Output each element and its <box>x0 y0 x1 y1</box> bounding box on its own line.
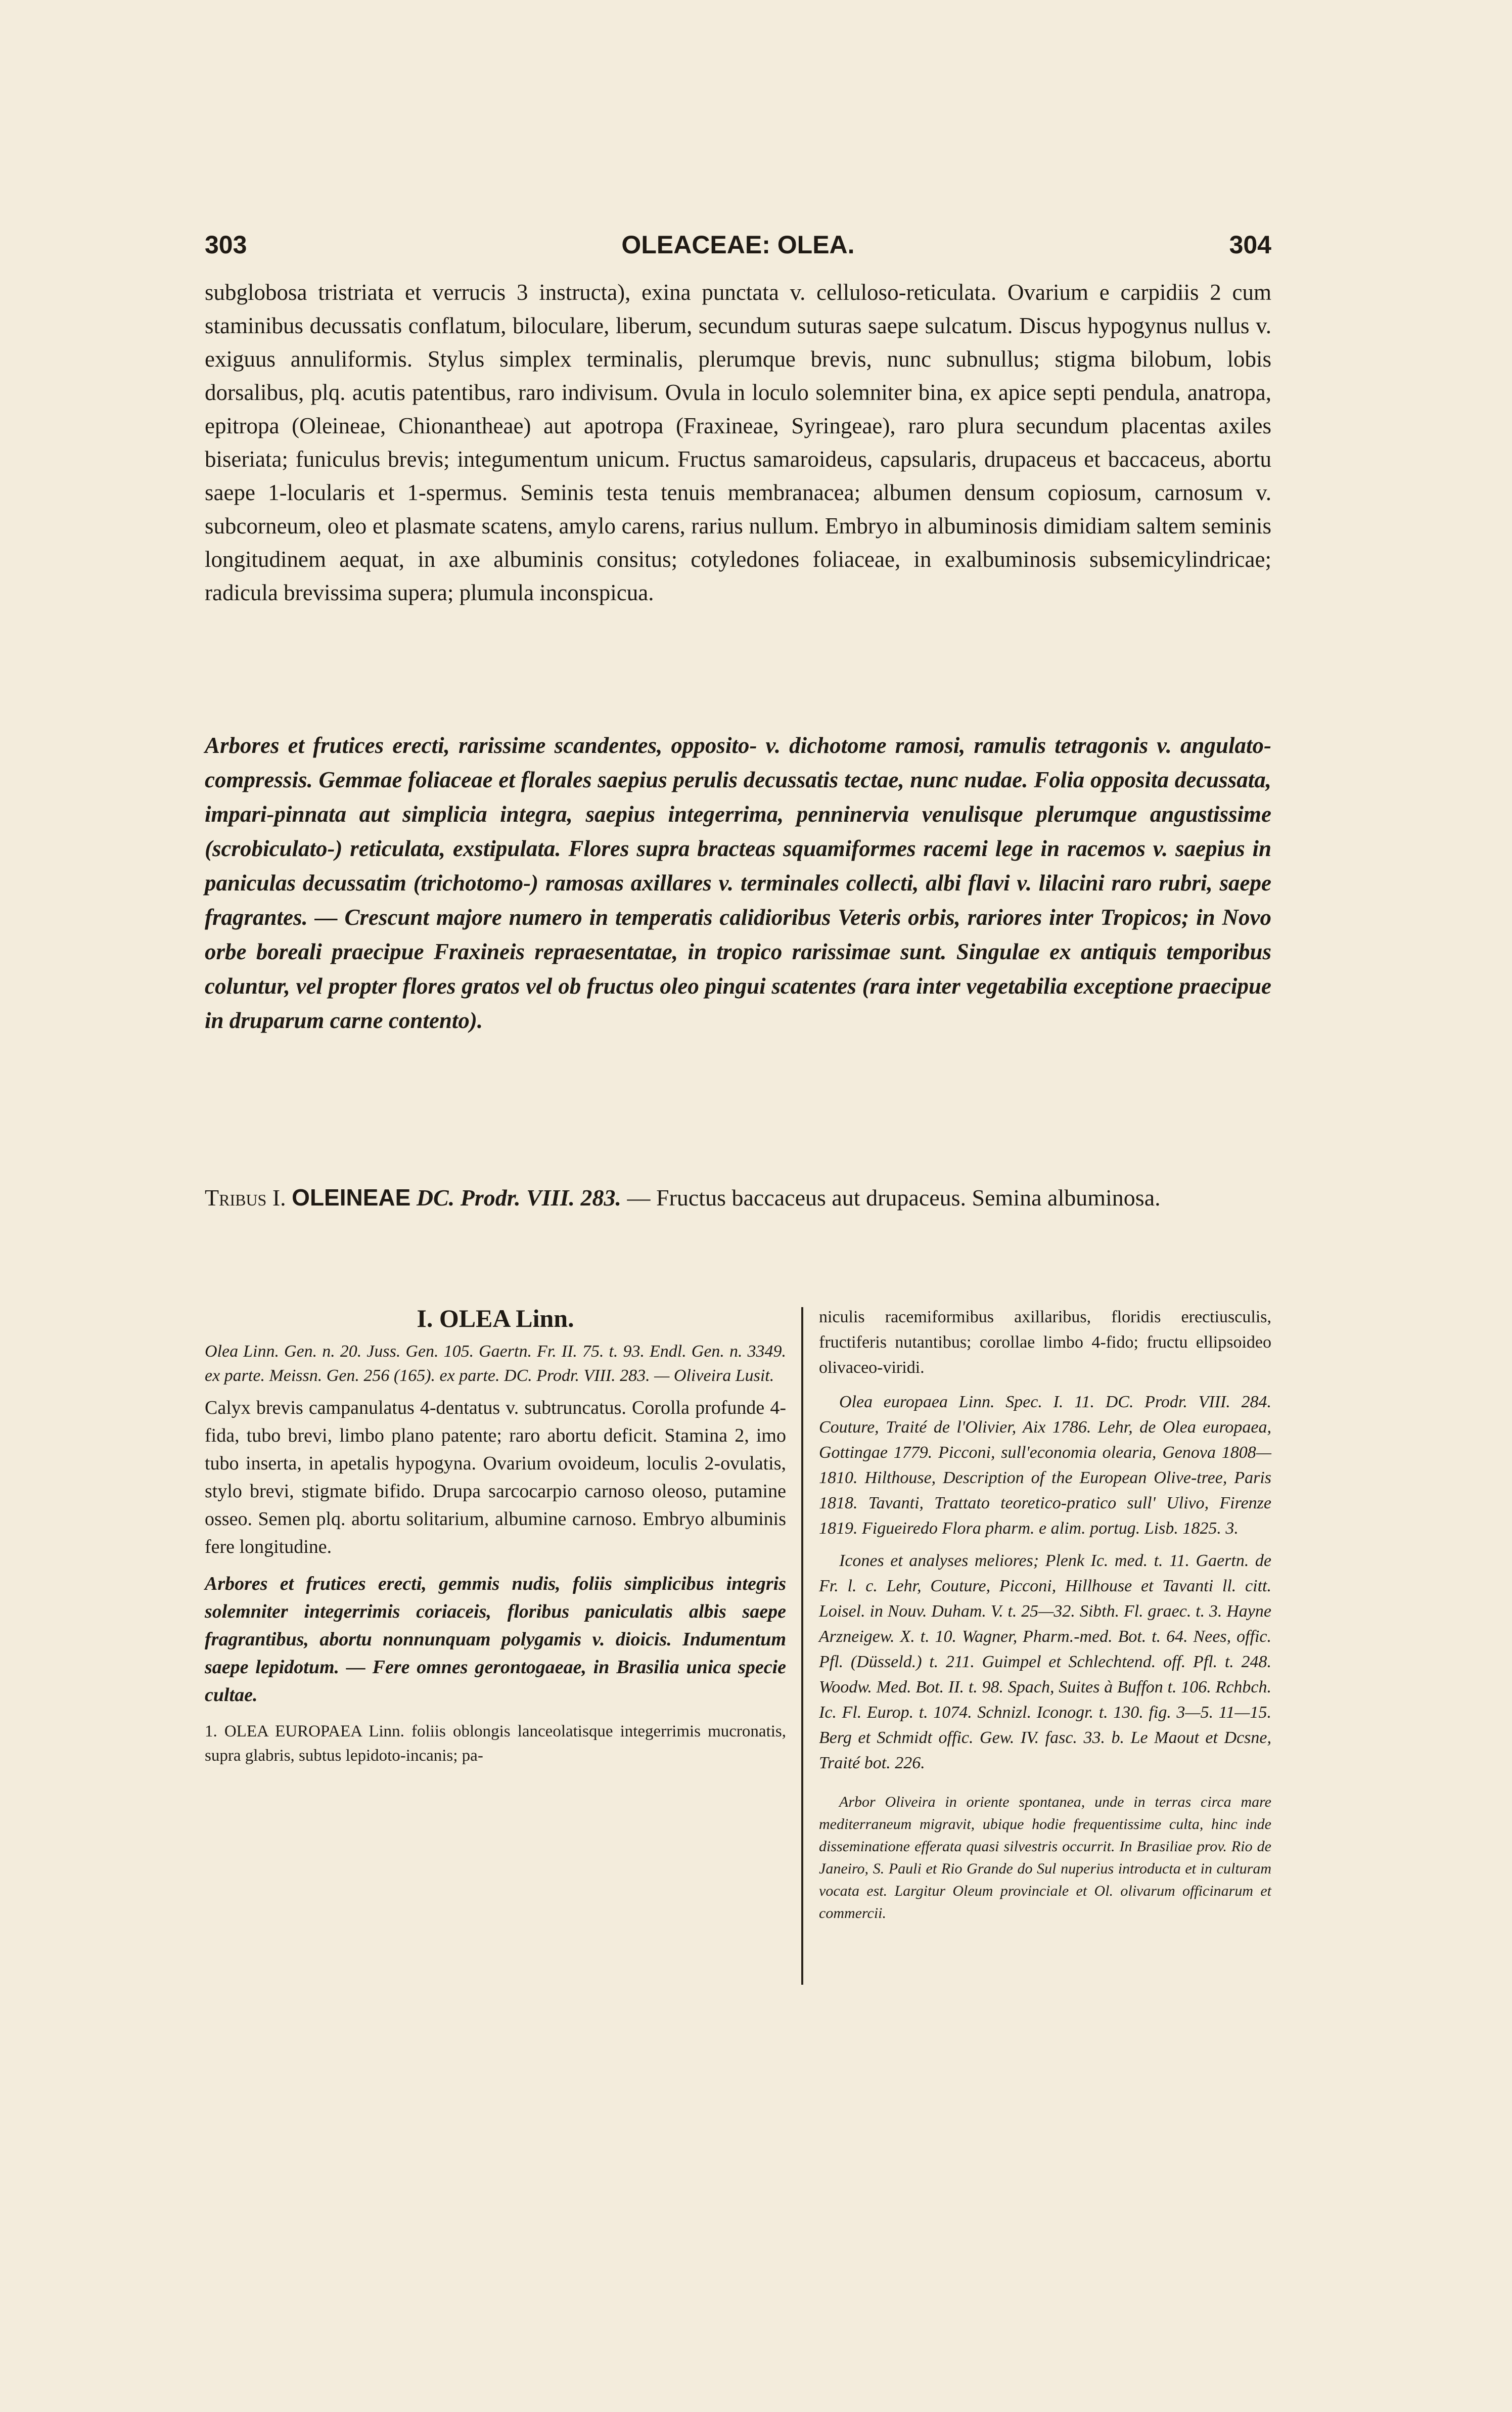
genus-habit-note: Arbores et frutices erecti, gemmis nudis, foliis simplicibus integris solemniter integerrimis coriaceis, floribus paniculatis albis saepe fragrantibus, abortu nonnunquam polygamis v. dioicis. Indumentum saepe lepidotum. — Fere omnes gerontogaeae, in Brasilia unica specie cultae. <box>205 1573 786 1706</box>
habit-description <box>205 728 1271 1038</box>
tribus-text: — Fructus baccaceus aut drupaceus. Semina albuminosa. <box>627 1185 1161 1211</box>
species-icons: Icones et analyses meliores; Plenk Ic. med. t. 11. Gaertn. de Fr. l. c. Lehr, Couture, Picconi, Hillhouse et Tavanti ll. citt. Loisel. in Nouv. Duham. V. t. 25—32. Sibth. Fl. graec. t. 3. Hayne Arzneigew. X. t. 10. Wagner, Pharm.-med. Bot. t. 64. Nees, offic. Pfl. (Düsseld.) t. 211. Guimpel et Schlechtend. off. Pfl. t. 248. Woodw. Med. Bot. II. t. 98. Spach, Suites à Buffon t. 106. Rchbch. Ic. Fl. Europ. t. 1074. Schnizl. Iconogr. t. 130. fig. 3—5. 11—15. Berg et Schmidt offic. Gew. IV. fasc. 33. b. Le Maout et Dcsne, Traité bot. 226. <box>819 1551 1271 1772</box>
species-continuation: niculis racemiformibus axillaribus, floridis erectiusculis, fructiferis nutantibus; corollae limbo 4-fido; fructu ellipsoideo olivaceo-viridi. <box>819 1308 1271 1377</box>
species-synonymy: Olea europaea Linn. Spec. I. 11. DC. Prodr. VIII. 284. Couture, Traité de l'Olivier, Aix 1786. Lehr, de Olea europaea, Gottingae 1779. Picconi, sull'economia olearia, Genova 1808—1810. Hilthouse, Description of the European Olive-tree, Paris 1818. Tavanti, Trattato teoretico-pratico sull' Ulivo, Firenze 1819. Figueiredo Flora pharm. e alim. portug. Lisb. 1825. 3. <box>819 1393 1271 1538</box>
family-description <box>205 276 1271 609</box>
genus-title: I. OLEA Linn. <box>417 1304 574 1332</box>
genus-description: Calyx brevis campanulatus 4-dentatus v. subtruncatus. Corolla profunde 4-fida, tubo brevi, limbo plano patente; raro abortu deficit. Stamina 2, imo tubo inserta, in apetalis hypogyna. Ovarium ovoideum, loculis 2-ovulatis, stylo brevi, stigmate bifido. Drupa sarcocarpio carnoso oleoso, putamine osseo. Semen plq. abortu solitarium, albumine carnoso. Embryo albuminis fere longitudine. <box>205 1397 786 1557</box>
running-header <box>205 230 1271 271</box>
page-number-left: 303 <box>205 231 247 259</box>
running-title: OLEACEAE: OLEA. <box>621 231 855 259</box>
tribus-reference: DC. Prodr. VIII. 283. <box>416 1185 621 1211</box>
tribus-label: Tribus I. <box>205 1185 286 1211</box>
habit-paragraph: Arbores et frutices erecti, rarissime scandentes, opposito- v. dichotome ramosi, ramulis tetragonis v. angulato-compressis. Gemmae foliaceae et florales saepius perulis decussatis tectae, nunc nudae. Folia opposita decussata, impari-pinnata aut simplicia integra, saepius integerrima, penninervia venulisque plerumque angustissime (scrobiculato-) reticulata, exstipulata. Flores supra bracteas squamiformes racemi lege in racemos v. saepius in paniculas decussatim (trichotomo-) ramosas axillares v. terminales collecti, albi flavi v. lilacini raro rubri, saepe fragrantes. — Crescunt majore numero in temperatis calidioribus Veteris orbis, rariores inter Tropicos; in Novo orbe boreali praecipue Fraxineis repraesentatae, in tropico rarissimae sunt. Singulae ex antiquis temporibus coluntur, vel propter flores gratos vel ob fructus oleo pingui scatentes (rara inter vegetabilia exceptione praecipue in druparum carne contento). <box>205 733 1271 1033</box>
right-column <box>819 1305 1271 1925</box>
tribus-name: OLEINEAE <box>292 1184 411 1211</box>
left-column <box>205 1305 786 1768</box>
tribus-heading <box>205 1181 1271 1215</box>
description-paragraph: subglobosa tristriata et verrucis 3 instructa), exina punctata v. celluloso-reticulata. Ovarium e carpidiis 2 cum staminibus decussatis conflatum, biloculare, liberum, secundum suturas saepe sulcatum. Discus hypogynus nullus v. exiguus annuliformis. Stylus simplex terminalis, plerumque brevis, nunc subnullus; stigma bilobum, lobis dorsalibus, plq. acutis patentibus, raro indivisum. Ovula in loculo solemniter bina, ex apice septi pendula, anatropa, epitropa (Oleineae, Chionantheae) aut apotropa (Fraxineae, Syringeae), raro plura secundum placentas axiles biseriata; funiculus brevis; integumentum unicum. Fructus samaroideus, capsularis, drupaceus et baccaceus, abortu saepe 1-locularis et 1-spermus. Seminis testa tenuis membranacea; albumen densum copiosum, carnosum v. subcorneum, oleo et plasmate scatens, amylo carens, rarius nullum. Embryo in albuminosis dimidiam saltem seminis longitudinem aequat, in axe albuminis consitus; cotyledones foliaceae, in exalbuminosis subsemicylindricae; radicula brevissima supera; plumula inconspicua. <box>205 280 1271 605</box>
species-entry: 1. OLEA EUROPAEA Linn. foliis oblongis lanceolatisque integerrimis mucronatis, supra glabris, subtus lepidoto-incanis; pa- <box>205 1722 786 1765</box>
column-divider <box>801 1307 803 1985</box>
genus-synonymy: Olea Linn. Gen. n. 20. Juss. Gen. 105. Gaertn. Fr. II. 75. t. 93. Endl. Gen. n. 3349. ex parte. Meissn. Gen. 256 (165). ex parte. DC. Prodr. VIII. 283. — Oliveira Lusit. <box>205 1342 786 1385</box>
page-number-right: 304 <box>1229 231 1271 259</box>
species-note: Arbor Oliveira in oriente spontanea, unde in terras circa mare mediterraneum migravit, ubique hodie frequentissime culta, hinc inde disseminatione efferata quasi silvestris occurrit. In Brasiliae prov. Rio de Janeiro, S. Pauli et Rio Grande do Sul nuperius introducta et in culturam vocata est. Largitur Oleum provinciale et Ol. olivarum officinarum et commercii. <box>819 1794 1271 1922</box>
